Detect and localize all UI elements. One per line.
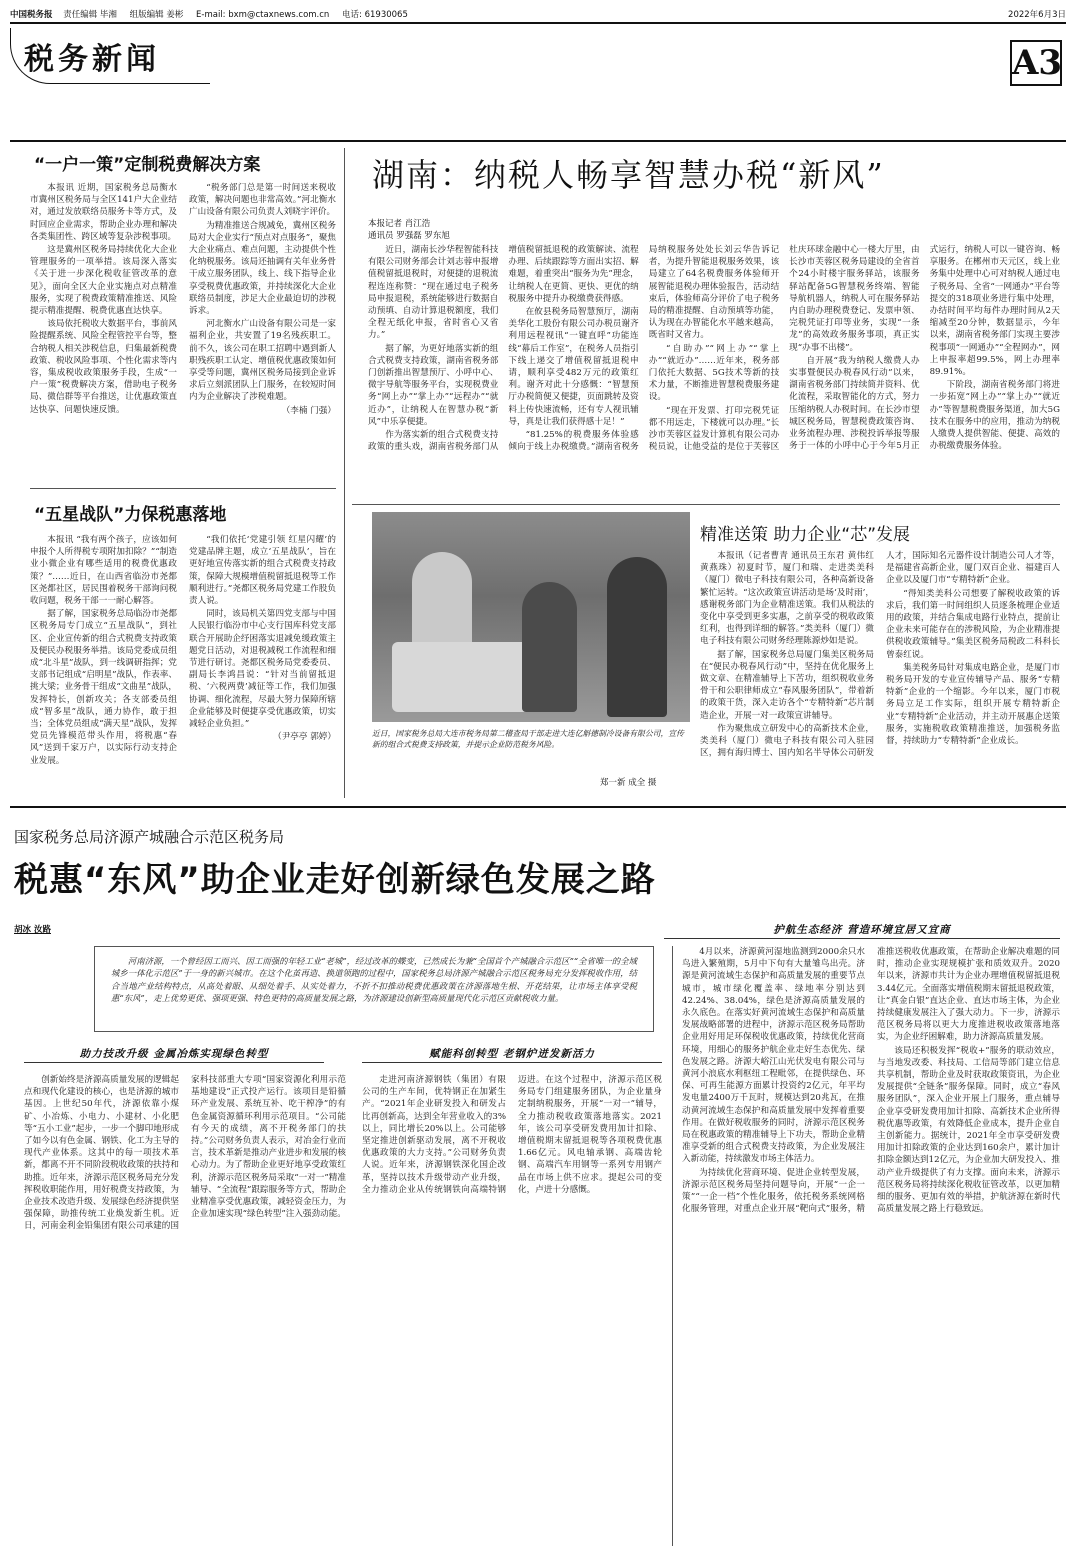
column-divider	[344, 148, 345, 798]
caption-text: 近日，国家税务总局大连市税务局第二稽查局干部走进大连亿斛德制冷设备有限公司，宣传新的组合式税费支持政策，并提示企业防范税务风险。	[372, 729, 684, 749]
news-photo	[372, 512, 690, 722]
paper-name: 中国税务报	[10, 10, 53, 20]
article-title: “五星战队”力保税惠落地	[34, 505, 227, 525]
paragraph: 本报讯 “我有两个孩子，应该如何申报个人所得税专项附加扣除？”“制造业小微企业有哪些适用的税费优惠政策？”……近日，在山西省临汾市尧都区尧都社区，居民围着税务干部询问税收问题，税务干部一一耐心解答。	[30, 535, 177, 607]
paragraph: 作为聚焦成立研发中心的高新技术企业，类美科（厦门）微电子科技有限公司入驻园区，拥有海归博士、国内知名半导体公司研发人才，国际知名元器件设计制造公司人才等，是福建省高新企业，厦门双百企业、福建百人企业以及厦门市“专精特新”企业。	[700, 551, 1060, 759]
page-number: A3	[1010, 40, 1062, 86]
feature-banner: 护航生态经济 营造环境宜居又宜商	[773, 924, 951, 936]
divider	[352, 504, 1060, 505]
masthead-rule	[10, 140, 1066, 142]
paragraph: 在攸县税务局智慧预厅，湖南美华化工股份有限公司办税员谢齐利用远程视讯“一键直呼”功能连线“幕后工作室”，在税务人员指引下线上递交了增值税留抵退税申请，顺利享受482万元的政策红利。谢齐对此十分感慨：“智慧预厅办税简便又便捷，页面跳转及资料上传快速流畅，还有专人视讯辅导，真是让我们获得感十足！”	[508, 307, 639, 427]
paragraph: 自开展“我为纳税人缴费人办实事暨便民办税春风行动”以来，湖南省税务部门持续简并资料、优化流程，采取智能化的方式，努力压缩纳税人办税时间。在长沙市望城区税务局，智慧税费政策咨询、业务流程办理、涉税投诉举报等服务于一体的小呼中心于今年5月正式运行，纳税人可以一键咨询、畅享服务。在郴州市天元区，线上业务集中处理中心可对纳税人通过电子税务局、全省“一网通办”平台等提交的318项业务进行集中处理，办结时间平均每件办理时间从2天缩减至20分钟，数据显示，今年以来，湖南省税务部门实现主要涉税事项“一网通办”“全程网办”，网上申报率超99.5%，网上办理率89.91%。	[789, 245, 1060, 452]
photo-caption	[372, 728, 690, 750]
header-rule	[10, 22, 1066, 24]
reporter: 本报记者 肖江浩	[368, 219, 431, 229]
paragraph: 河北衡水广山设备有限公司是一家福利企业，共安置了19名残疾职工。前不久，该公司在职工招聘中遇到新人职残疾职工认定、增值税优惠政策如何享受等问题，冀州区税务局接到企业诉求后立刻派团队上门服务，在较短时间内为企业解决了涉税难题。	[189, 319, 336, 403]
paragraph: 该局依托税收大数据平台，事前风险提醒系统、风险全程管控平台等，整合纳税人相关涉税信息，归集最新税费政策、税收风险事项、个性化需求等内容，集成税收政策服务手段，生成“一户一策”税费解决方案，借助电子税务局、微信群等平台推送，让优惠政策直达快享、问题快速反馈。	[30, 319, 177, 415]
author-sign: （李楠 门强）	[281, 405, 336, 416]
paragraph: 作为落实新的组合式税费支持政策的重头戏，湖南省税务部门从增值税留抵退税的政策解读、流程办理、后续跟踪等方面出实招、解难题，着重突出“服务为先”理念，让纳税人在更简、更快、更优的纳税服务中提升办税缴费获得感。	[368, 245, 639, 453]
byline	[368, 218, 450, 242]
section-title: 税务新闻	[24, 42, 160, 77]
paragraph: 本报讯（记者曹青 通讯员王东君 黄伟红 黄燕珠）初夏时节，厦门和瑞、走进类美科（厦门）微电子科技有限公司，各种高新设备繁忙运转。“这次政策宣讲活动是场‘及时雨’，感谢税务部门为企业精准送策。我们从税法的变化中享受到更多实惠，之前享受的税收政策红利，也得到详细的解答。”类美科（厦门）微电子科技有限公司财务经理陈源炒如是说。	[700, 551, 874, 647]
article-title: 精准送策 助力企业“芯”发展	[700, 525, 911, 545]
phone-credit: 电话: 61930065	[342, 10, 408, 20]
page-header-strip	[10, 6, 1066, 22]
feature-byline: 胡冰 汝路	[14, 925, 51, 935]
paragraph: 为持续优化营商环境、促进企业转型发展，济源示范区税务局坚持问题导向，开展“一企一策”“一企一档”个性化服务，依托税务系统网格化服务管理，对重点企业开展“靶向式”服务，精准推送税收优惠政策，在帮助企业解决难题的同时，推动企业实现规模扩张和质效双升。2020年以来，济源市共计为企业办理增值税留抵退税3.44亿元。全面落实增值税期末留抵退税政策，让“真金白银”直达企业、直达市场主体，为企业持续健康发展注入了强大动力。下一步，济源示范区税务局将以更大力度推进税收政策落地落实，为企业纾困解难，助力济源高质量发展。	[682, 947, 1060, 1215]
article-title: “一户一策”定制税费解决方案	[34, 155, 261, 175]
subhead-rule	[24, 1062, 324, 1063]
paragraph: 据了解，国家税务总局厦门集美区税务局在“便民办税春风行动”中，坚持在优化服务上做文章、在精准辅导上下苦功，组织税收业务骨干和公职律师成立“春风服务团队”，带着新的政策干货，深入走访各个“专精特新”芯片制造企业，开展一对一政策宣讲辅导。	[700, 649, 874, 721]
article-body	[30, 534, 336, 794]
subhead: 赋能科创转型 老钢炉迸发新活力	[429, 1048, 595, 1060]
paragraph: “我们依托‘党建引领 红星闪耀’的党建品牌主题，成立‘五星战队’，旨在更好地宣传落实新的组合式税费支持政策，保障大规模增值税留抵退税等工作顺利进行。”尧都区税务局党建工作股负责人说。	[189, 535, 336, 607]
paragraph: 下阶段，湖南省税务部门将进一步拓宽“网上办”“掌上办”“就近办”等智慧税费服务渠道，加大5G技术在服务中的应用，推动为纳税人缴费人提供智能、便捷、高效的办税缴费服务体验。	[929, 380, 1060, 452]
article-headline: 湖南：纳税人畅享智慧办税“新风”	[372, 156, 885, 194]
email-credit: E-mail: bxm@ctaxnews.com.cn	[196, 10, 330, 20]
paragraph: 走进河南济源钢铁（集团）有限公司的生产车间，优特钢正在加紧生产。“2021年企业研发投入和研发占比再创新高，达到全年营业收入的3%以上，同比增长20%以上。公司能够坚定推进创新驱动发展，离不开税收优惠政策的大力支持。”公司财务负责人说。近年来，济源钢铁深化国企改革，坚持以技术升级带动产业升级，全力推动企业从传统钢铁向高端特钢迈进。在这个过程中，济源示范区税务局专门组建服务团队，为企业量身定制纳税服务，开展“一对一”辅导，全力推动税收政策落地落实。2021年，该公司享受研发费用加计扣除、增值税期末留抵退税等各项税费优惠1.66亿元。风电轴承钢、高端齿轮钢、高端汽车用钢等一系列专用钢产品在市场上供不应求。提起公司的变化，卢进十分感慨。	[362, 1075, 662, 1195]
feature-column	[24, 1074, 346, 1544]
paragraph: 这是冀州区税务局持续优化大企业管理服务的一项举措。该局深入落实《关于进一步深化税收征管改革的意见》，面向全区大企业实施点对点精准服务，实现了税费政策精准推送、风险提示精准提醒、税费优惠直达快享。	[30, 245, 177, 317]
column-divider	[672, 946, 673, 1546]
photo-figure	[522, 582, 577, 712]
paragraph: 近日，湖南长沙华程智能科技有限公司财务部会计刘志蓉申报增值税留抵退税时，对便捷的退税流程连连称赞：“现在通过电子税务局申报退税，系统能够进行数据自动预填、自动计算退税额度，我们全程无纸化申报，省时省心又省力。”	[368, 245, 499, 341]
photo-credit: 郑一新 成全 摄	[600, 778, 657, 788]
header-left	[10, 8, 418, 20]
paragraph: 4月以来，济源黄河湿地监测到2000余只水鸟进入繁殖期，5月中下旬有大量雏鸟出壳。济源是黄河流域生态保护和高质量发展的重要节点城市，城市绿化覆盖率、绿地率分别达到42.24%、38.04%，绿色是济源高质量发展的永久底色。在落实好黄河流域生态保护和高质量发展战略部署的进程中，济源示范区税务局帮助企业用好用足环保税收优惠政策，持续优化营商环境，用细心的服务护航企业走好生态优先、绿色发展之路。济源大峪江山光伏发电有限公司与黄河小浪底水利枢纽工程毗邻，在提供绿色、环保、可再生能源方面累计投资约2亿元，年平均发电量2400万千瓦时，规模达到20兆瓦，在推动黄河流域生态保护和高质量发展中发挥着重要作用。在做好税收服务的同时，济源示范区税务局在税惠政策的精准辅导上下功夫，帮助企业精准享受新的组合式税费支持政策，为企业发展注入新动能，持续激发市场主体活力。	[682, 947, 865, 1165]
article-body	[368, 244, 1060, 494]
subhead-rule	[362, 1062, 662, 1063]
paragraph: 据了解，为更好地落实新的组合式税费支持政策，湖南省税务部门创新推出智慧预厅、小呼中心、微宇导航等服务平台，实现税费业务“网上办”“掌上办”“远程办”“就近办”，让纳税人在智慧办税“新风”中乐享便捷。	[368, 343, 499, 427]
correspondent: 通讯员 罗强磊 罗东旭	[368, 231, 450, 241]
subhead: 助力技改升级 金属冶炼实现绿色转型	[79, 1048, 269, 1060]
feature-column	[682, 946, 1060, 1544]
section-rule	[10, 806, 1066, 808]
editor-credit: 责任编辑 毕湘	[63, 10, 117, 20]
paragraph: “得知类美科公司想要了解税收政策的诉求后，我们第一时间组织人员逐条梳理企业适用的政策，并结合集成电路行业特点，提前让企业未来可能存在的涉税风险，为企业精准提供税收政策辅导。”集美区税务局税政二科科长曾泰红说。	[886, 588, 1060, 660]
paragraph: “自助办”“网上办”“掌上办”“就近办”……近年来，税务部门依托大数据、5G技术等新的技术力量，不断推进智慧税费服务建设。	[648, 343, 780, 403]
issue-date: 2022年6月3日	[1008, 10, 1066, 20]
paragraph: 据了解，国家税务总局临汾市尧都区税务局专门成立“五星战队”，到社区、企业宣传新的组合式税费支持政策及便民办税服务举措。该局党委成员组成“北斗星”战队，到一线调研指挥；党支部书记组成“启明星”战队，作表率、挑大梁；业务骨干组成“文曲星”战队，发挥特长，创新攻关；各支部委员组成“智多星”战队，通力协作，敢于担当；全体党员组成“满天星”战队，发挥党员先锋模范带头作用，将税惠“春风”送到千家万户，以实际行动支持企业发展。	[30, 609, 177, 766]
paragraph: “81.25%的税费服务体验感倾向于线上办税缴费。”湖南省税务局纳税服务处处长刘云华告诉记者，为提升智能退税服务效果，该局建立了64名税费服务体验师开展智能退税办理体验报告，活动结束后，体验师高分评价了电子税务局的精准提醒、自动预填等功能，认为现在办智能化水平越来越高，既省时又省力。	[508, 245, 780, 453]
feature-kicker: 国家税务总局济源产城融合示范区税务局	[14, 828, 285, 846]
paragraph: 同时，该局机关第四党支部与中国人民银行临汾市中心支行国库科党支部联合开展助企纾困落实退减免缓政策主题党日活动，对退税减税工作流程和细节进行研讨。尧都区税务局党委委员、副局长李鸿昌说：“针对当前留抵退税、‘六税两费’减征等工作，我们加强协调、细化流程，尽最大努力保障所辖企业能够及时便捷享受优惠政策，切实减轻企业负担。”	[189, 609, 336, 730]
article-body	[30, 182, 336, 482]
article-body	[700, 550, 1060, 796]
feature-headline: 税惠“东风”助企业走好创新绿色发展之路	[14, 860, 656, 900]
divider	[30, 488, 336, 489]
banner-rule	[664, 938, 1060, 939]
paragraph: 本报讯 近期，国家税务总局衡水市冀州区税务局与全区141户大企业结对，通过发放联络员服务卡等方式，及时回应企业需求，帮助企业办理和解决各类集团性、跨区域等复杂涉税事项。	[30, 183, 177, 242]
layout-credit: 组版编辑 姜彬	[129, 10, 184, 20]
paragraph: “现在开发票、打印完税凭证都不用远走，下楼就可以办理。”长沙市芙蓉区益发计算机有限公司办税员说，让他受益的是位于芙蓉区杜庆环球金融中心一楼大厅里，由长沙市芙蓉区税务局建设的全省首个24小时楼宇服务驿站，该服务驿站配备5G智慧税务终端、智能导航机器人，纳税人可在服务驿站内自助办理税费登记、发票申领、完税凭证打印等业务，实现“一条龙”的高效政务服务事项，真正实现“办事不出楼”。	[648, 245, 920, 453]
feature-intro: 河南济源，一个曾经因工而兴、因工而强的年轻工业“老城”，经过改革的蝶变，已然成长为兼“全国首个产城融合示范区”“全省唯一的全域城乡一体化示范区”于一身的新兴城市。在这个化茧再造、换道领跑的过程中，国家税务总局济源产城融合示范区税务局充分发挥税收作用，结合当地产业结构特点，从高处着眼、从细处着手、从实处着力，不折不扣推动税费优惠政策在济源落地生根、开花结果，让市场主体享受税惠“东风”，走上优势更优、强项更强、特色更特的高质量发展之路，为济源建设创新型高质量现代化示范区贡献税收力量。	[94, 946, 654, 1032]
paragraph: “税务部门总是第一时间送来税收政策，解决问题也非常高效。”河北衡水广山设备有限公司负责人刘晓宇评价。	[189, 183, 336, 218]
feature-column	[362, 1074, 662, 1544]
paragraph: 集美税务局针对集成电路企业，是厦门市税务局开发的专业宣传辅导产品、服务“专精特新”企业的一个缩影。今年以来，厦门市税务局立足工作实际，组织开展专精特新企业“专精特新”企业活动，并主动开展惠企送策服务，实施税收政策精准推送，加强税务监督，持续助力“专精特新”企业成长。	[886, 662, 1060, 747]
paragraph: 创新始终是济源高质量发展的逻辑起点和现代化建设的核心，也是济源的城市基因。上世纪50年代，济源依靠小煤矿、小冶炼、小电力、小建材、小化肥等“五小工业”起步，一步一个脚印地形成了如今以有色金属、钢铁、化工为主导的现代产业体系。这其中的每一项技术革新，都离不开不同阶段税收政策的扶持和助推。近年来，济源示范区税务局充分发挥税收职能作用，用好税费支持政策，为企业技术改造升级、发展绿色经济提供坚强保障，助推传统工业焕发新生机。近日，河南金利金铅集团有限公司承建的国家科技部重大专项“国家资源化利用示范基地建设”正式投产运行。该项目是铅循环产业发展、系统互补、吃干榨净”的有色金属资源循环利用示范项目。“公司能有今天的成绩，离不开税务部门的扶持。”公司财务负责人表示，对冶金行业而言，技术革新是推动产业进步和发展的核心动力。为了帮助企业更好地享受政策红利，济源示范区税务局采取“一对一”精准辅导、“全流程”跟踪服务等方式，帮助企业精准享受优惠政策，减轻资金压力，为企业加速实现“绿色转型”注入强劲动能。	[24, 1075, 346, 1232]
paragraph: 该局还积极发挥“税收+”服务的联动效应，与当地发改委、科技局、工信局等部门建立信息共享机制，帮助企业及时获取政策资讯，为企业发展提供“全链条”服务保障。同时，成立“春风服务团队”，深入企业开展上门服务，重点辅导企业享受研发费用加计扣除、高新技术企业所得税优惠等政策，有效降低企业成本，提升企业自主创新能力。据统计，2021年全市享受研发费用加计扣除政策的企业达到160余户，累计加计扣除金额达到12亿元，为企业加大研发投入、推动产业升级提供了有力支撑。面向未来，济源示范区税务局将持续深化税收征管改革，以更加精细的服务、更加有效的举措，护航济源在新时代高质量发展之路上行稳致远。	[877, 1045, 1060, 1215]
photo-figure	[607, 557, 667, 717]
author-sign: （尹亭亭 郭婷）	[273, 732, 336, 743]
paragraph: 为精准推送合规减免，冀州区税务局对大企业实行“预点对点服务”，聚焦大企业痛点、难点问题，主动提供个性化纳税服务。该局还抽调有关年业务骨干成立服务团队，线上、线下指导企业享受税费优惠政策，并持续深化大企业联络员制度，涉足大企业最迫切的涉税诉求。	[189, 220, 336, 317]
